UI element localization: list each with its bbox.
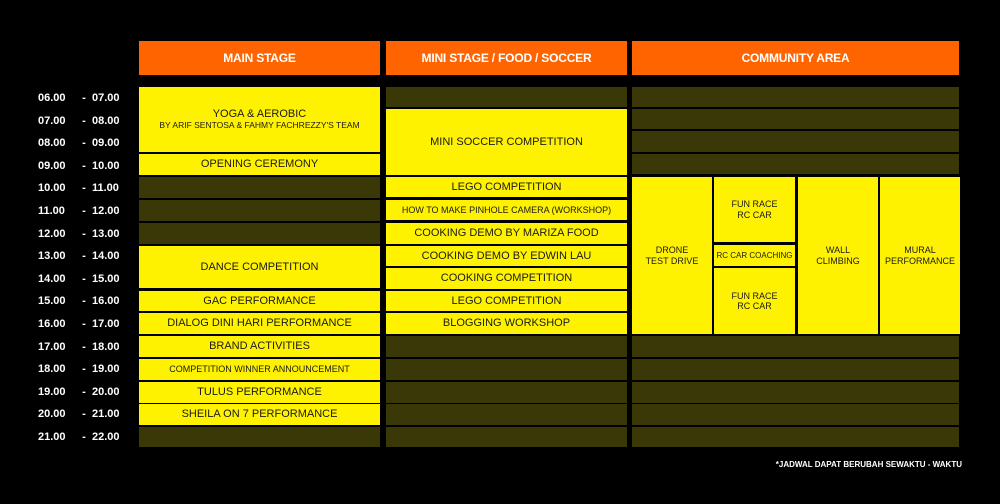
event-dialog-dini-hari: DIALOG DINI HARI PERFORMANCE (139, 313, 380, 334)
empty-slot (139, 200, 380, 221)
event-title-line2: RC CAR (737, 209, 772, 220)
time-dash: - (82, 408, 86, 421)
time-dash: - (82, 137, 86, 150)
time-dash: - (82, 92, 86, 104)
time-slot (38, 268, 130, 290)
event-dance-competition: DANCE COMPETITION (139, 246, 380, 288)
event-pinhole-camera-workshop: HOW TO MAKE PINHOLE CAMERA (WORKSHOP) (386, 200, 627, 220)
time-end: 16.00 (92, 295, 120, 308)
empty-slot (632, 382, 959, 403)
event-title: FUN RACE (731, 199, 778, 210)
event-lego-competition: LEGO COMPETITION (386, 177, 627, 197)
time-dash: - (82, 295, 86, 308)
empty-slot (632, 359, 959, 380)
time-slot (38, 358, 130, 380)
empty-slot (139, 427, 380, 447)
event-cooking-demo-mariza: COOKING DEMO BY MARIZA FOOD (386, 223, 627, 244)
event-title-line2: RC CAR (737, 301, 772, 311)
time-slot (38, 313, 130, 335)
time-start: 21.00 (38, 431, 66, 443)
time-end: 22.00 (92, 431, 120, 443)
event-lego-competition: LEGO COMPETITION (386, 291, 627, 311)
time-start: 10.00 (38, 182, 66, 195)
empty-slot (632, 131, 959, 152)
empty-slot (632, 427, 959, 447)
event-cooking-demo-edwin: COOKING DEMO BY EDWIN LAU (386, 246, 627, 266)
empty-slot (632, 336, 959, 357)
time-dash: - (82, 363, 86, 376)
time-dash: - (82, 340, 86, 353)
time-start: 16.00 (38, 318, 66, 330)
event-blogging-workshop: BLOGGING WORKSHOP (386, 313, 627, 334)
time-end: 15.00 (92, 272, 120, 285)
time-start: 11.00 (38, 205, 65, 217)
event-tulus-performance: TULUS PERFORMANCE (139, 382, 380, 403)
time-start: 14.00 (38, 272, 66, 285)
time-slot (38, 290, 130, 312)
time-slot (38, 200, 130, 222)
time-dash: - (82, 250, 86, 263)
time-slot (38, 426, 130, 448)
time-slot (38, 87, 130, 109)
time-end: 11.00 (92, 182, 119, 195)
time-end: 13.00 (92, 227, 120, 240)
time-dash: - (82, 272, 86, 285)
event-title: WALL (825, 245, 851, 256)
time-end: 17.00 (92, 318, 120, 330)
time-end: 08.00 (92, 114, 120, 127)
event-drone-test-drive (632, 177, 712, 334)
empty-slot (386, 336, 627, 357)
event-brand-activities: BRAND ACTIVITIES (139, 336, 380, 357)
empty-slot (386, 359, 627, 380)
time-slot (38, 245, 130, 267)
time-start: 19.00 (38, 385, 66, 398)
event-wall-climbing (798, 177, 878, 334)
time-start: 18.00 (38, 363, 66, 376)
time-slot (38, 110, 130, 132)
event-title-line2: TEST DRIVE (645, 255, 699, 266)
time-dash: - (82, 182, 86, 195)
empty-slot (632, 109, 959, 129)
time-dash: - (82, 431, 86, 443)
time-slot (38, 177, 130, 199)
empty-slot (386, 427, 627, 447)
time-slot (38, 132, 130, 154)
event-title-line2: PERFORMANCE (884, 255, 955, 266)
time-end: 19.00 (92, 363, 120, 376)
time-dash: - (82, 318, 86, 330)
time-dash: - (82, 205, 86, 217)
time-end: 21.00 (92, 408, 120, 421)
empty-slot (386, 404, 627, 425)
time-end: 09.00 (92, 137, 120, 150)
event-title: YOGA & AEROBIC (212, 108, 307, 121)
time-slot (38, 403, 130, 425)
empty-slot (139, 177, 380, 198)
time-end: 18.00 (92, 340, 120, 353)
event-subtitle: BY ARIF SENTOSA & FAHMY FACHREZZY'S TEAM (159, 119, 360, 130)
event-title-line2: CLIMBING (816, 255, 860, 266)
time-start: 20.00 (38, 408, 66, 421)
event-mural-performance (880, 177, 960, 334)
empty-slot (139, 223, 380, 244)
event-mini-soccer: MINI SOCCER COMPETITION (386, 109, 627, 175)
time-start: 12.00 (38, 227, 66, 240)
event-fun-race-rc-car (714, 268, 795, 334)
time-start: 15.00 (38, 295, 66, 308)
event-winner-announcement: COMPETITION WINNER ANNOUNCEMENT (139, 359, 380, 380)
event-rc-car-coaching: RC CAR COACHING (714, 245, 795, 266)
time-slot (38, 155, 130, 177)
event-opening-ceremony: OPENING CEREMONY (139, 154, 380, 175)
time-slot (38, 336, 130, 358)
empty-slot (386, 87, 627, 107)
event-title: DRONE (655, 245, 689, 256)
header-mini-stage: MINI STAGE / FOOD / SOCCER (386, 41, 627, 75)
time-slot (38, 223, 130, 245)
header-main-stage: MAIN STAGE (139, 41, 380, 75)
event-sheila-on-7: SHEILA ON 7 PERFORMANCE (139, 404, 380, 425)
event-cooking-competition: COOKING COMPETITION (386, 268, 627, 289)
time-dash: - (82, 227, 86, 240)
time-end: 12.00 (92, 205, 120, 217)
event-yoga-aerobic (139, 87, 380, 152)
empty-slot (632, 404, 959, 425)
empty-slot (386, 382, 627, 403)
time-start: 09.00 (38, 159, 66, 172)
time-dash: - (82, 114, 86, 127)
footnote: *JADWAL DAPAT BERUBAH SEWAKTU - WAKTU (775, 460, 962, 469)
empty-slot (632, 154, 959, 174)
time-start: 07.00 (38, 114, 66, 127)
time-dash: - (82, 159, 86, 172)
time-dash: - (82, 385, 86, 398)
time-start: 06.00 (38, 92, 66, 104)
empty-slot (632, 87, 959, 107)
time-slot (38, 381, 130, 403)
time-end: 20.00 (92, 385, 120, 398)
time-end: 10.00 (92, 159, 120, 172)
time-end: 07.00 (92, 92, 120, 104)
time-start: 17.00 (38, 340, 66, 353)
time-end: 14.00 (92, 250, 120, 263)
header-community-area: COMMUNITY AREA (632, 41, 959, 75)
event-title: FUN RACE (731, 290, 778, 301)
time-start: 13.00 (38, 250, 66, 263)
event-fun-race-rc-car (714, 177, 795, 242)
event-title: MURAL (904, 245, 936, 256)
time-start: 08.00 (38, 137, 66, 150)
event-gac-performance: GAC PERFORMANCE (139, 291, 380, 311)
